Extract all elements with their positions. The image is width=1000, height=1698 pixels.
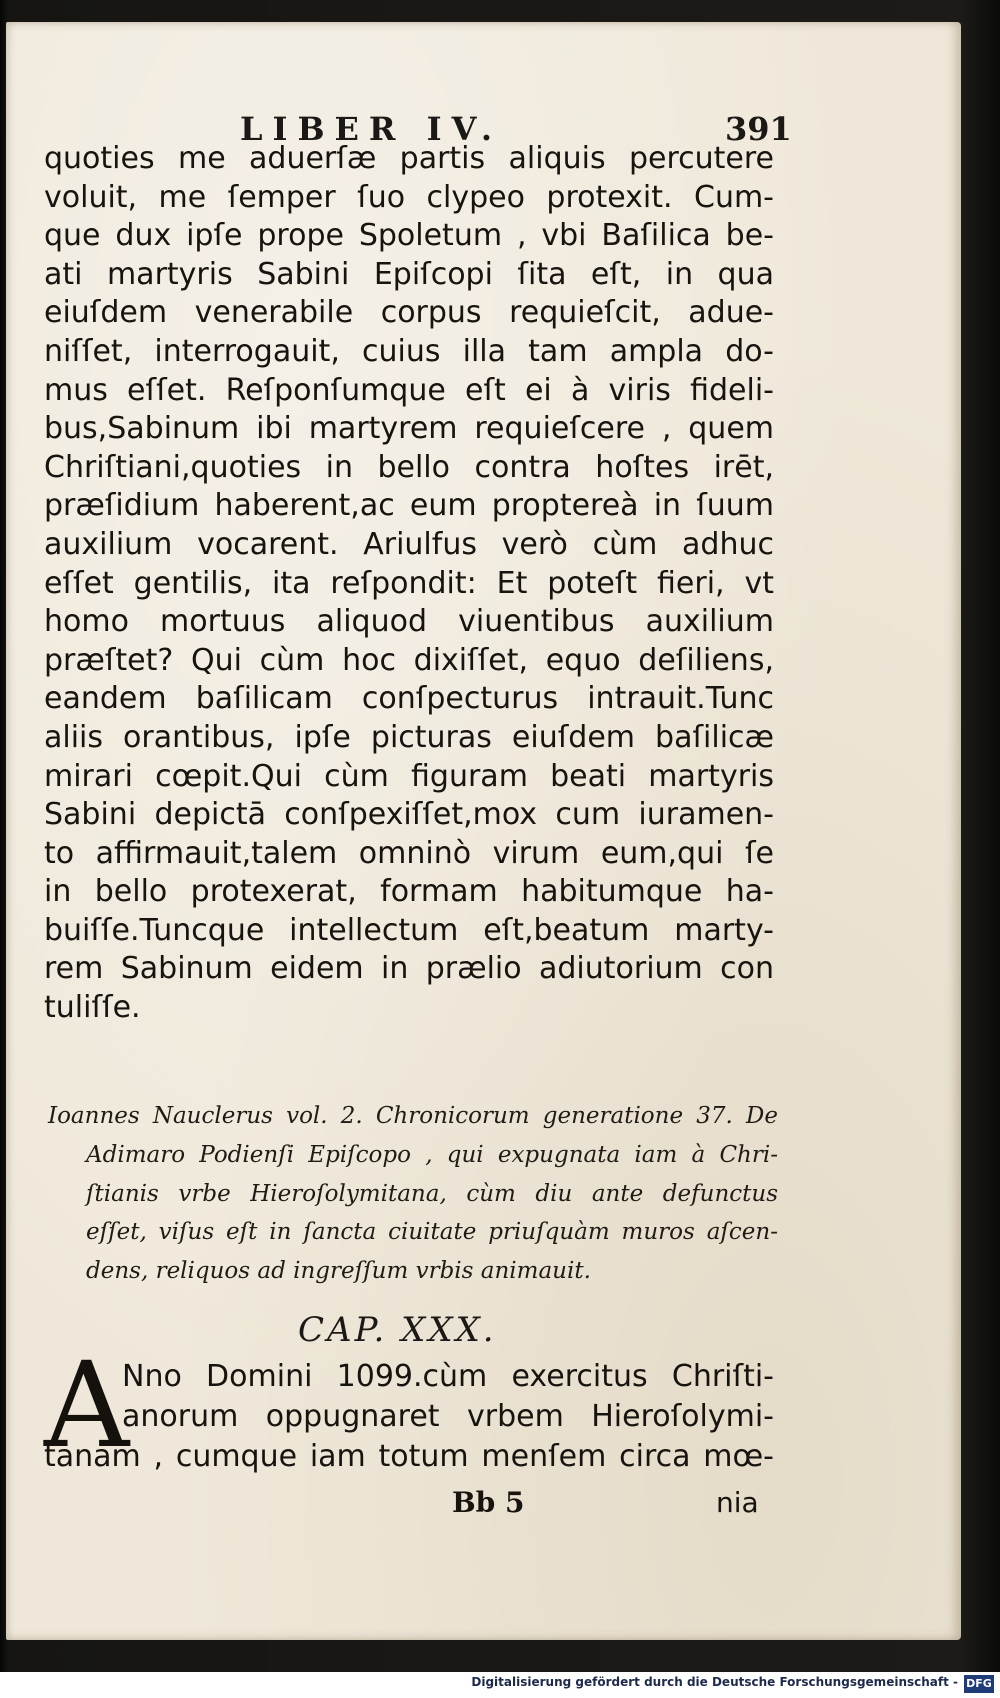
drop-cap: A <box>44 1336 130 1474</box>
text-line: anorum oppugnaret vrbem Hieroſolymi- <box>122 1399 774 1434</box>
text-line: mus eſſet. Reſponſumque eſt ei à viris fideli- <box>44 372 774 408</box>
text-line: niſſet, interrogauit, cuius illa tam ampla do- <box>44 333 774 369</box>
digitization-credit-bar <box>0 1672 1000 1698</box>
page-number: 391 <box>725 110 792 148</box>
text-line: præſidium haberent,ac eum proptereà in ſuum <box>44 488 774 524</box>
text-line: mirari cœpit.Qui cùm figuram beati martyris <box>44 758 774 794</box>
text-line: eiuſdem venerabile corpus requieſcit, adue- <box>44 295 774 331</box>
chapter-opening-text <box>44 1336 774 1477</box>
text-line: eandem baſilicam conſpecturus intrauit.Tunc <box>44 681 774 717</box>
main-text-block <box>44 140 774 1028</box>
text-line: buiſſe.Tuncque intellectum eſt,beatum marty- <box>44 912 774 948</box>
text-line: tanam , cumque iam totum menſem circa mœ- <box>44 1439 774 1474</box>
text-line: Sabini depictā conſpexiſſet,mox cum iuramen- <box>44 797 774 833</box>
chapter-summary <box>48 1097 778 1291</box>
text-line: homo mortuus aliquod viuentibus auxilium <box>44 604 774 640</box>
text-line: auxilium vocarent. Ariulfus verò cùm adhuc <box>44 526 774 562</box>
text-line: que dux ipſe prope Spoletum , vbi Baſilica be- <box>44 218 774 254</box>
summary-line: Ioannes Nauclerus vol. 2. Chronicorum generatione 37. De <box>48 1103 778 1129</box>
text-line: quoties me aduerſæ partis aliquis percutere <box>44 141 774 176</box>
catchword: nia <box>716 1486 759 1519</box>
text-line: Chriſtiani,quoties in bello contra hoſtes irēt, <box>44 449 774 485</box>
running-head: LIBER IV. <box>240 110 502 148</box>
text-line: Nno Domini 1099.cùm exercitus Chriſti- <box>122 1359 774 1394</box>
text-line: eſſet gentilis, ita reſpondit: Et poteſt fieri, vt <box>44 565 774 601</box>
summary-line: eſſet, viſus eſt in ſancta ciuitate priuſquàm muros aſcen- <box>86 1219 778 1246</box>
text-line: bus,Sabinum ibi martyrem requieſcere , quem <box>44 411 774 447</box>
text-line: tuliſſe. <box>44 990 141 1026</box>
signature-mark: Bb 5 <box>452 1486 525 1519</box>
summary-line: ſtianis vrbe Hieroſolymitana, cùm diu ante defunctus <box>86 1180 778 1207</box>
text-line: rem Sabinum eidem in prælio adiutorium con <box>44 951 774 987</box>
text-line: to affirmauit,talem omninò virum eum,qui ſe <box>44 835 774 871</box>
text-line: præſtet? Qui cùm hoc dixiſſet, equo deſiliens, <box>44 642 774 678</box>
text-line: ati martyris Sabini Epiſcopi ſita eſt, in qua <box>44 256 774 292</box>
summary-line: dens, reliquos ad ingreſſum vrbis animauit. <box>86 1258 591 1285</box>
credit-text: Digitalisierung gefördert durch die Deutsche Forschungsgemeinschaft - <box>471 1675 958 1689</box>
summary-line: Adimaro Podienſi Epiſcopo , qui expugnata iam à Chri- <box>86 1141 778 1168</box>
dfg-logo: DFG <box>964 1675 994 1693</box>
text-line: in bello protexerat, formam habitumque ha- <box>44 874 774 910</box>
chapter-heading: CAP. XXX. <box>298 1310 497 1350</box>
text-line: voluit, me ſemper ſuo clypeo protexit. Cum- <box>44 179 774 215</box>
text-line: aliis orantibus, ipſe picturas eiuſdem baſilicæ <box>44 719 774 755</box>
